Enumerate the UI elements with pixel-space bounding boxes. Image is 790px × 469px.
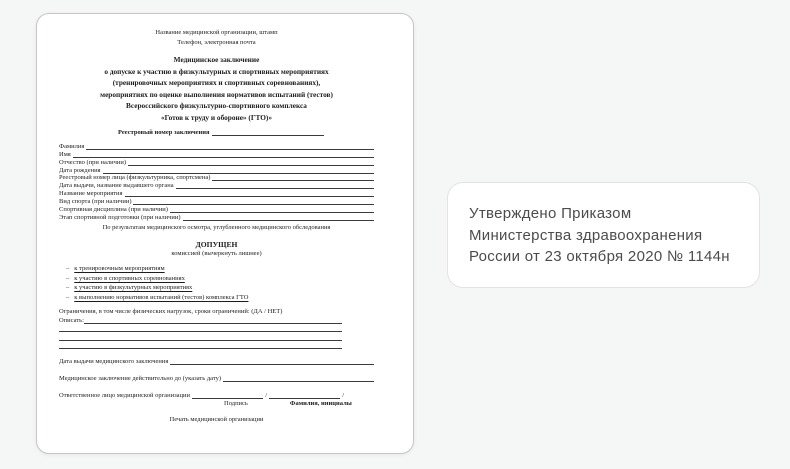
medical-conclusion-form bbox=[36, 13, 414, 454]
field-blank bbox=[125, 191, 375, 197]
field-blank bbox=[103, 168, 374, 174]
field-label-firstname: Имя bbox=[59, 150, 71, 158]
field-blank bbox=[86, 144, 374, 150]
org-contact-line: Телефон, электронная почта bbox=[177, 39, 256, 46]
form-title-line: о допуске к участию в физкультурных и спортивных мероприятиях bbox=[104, 66, 329, 76]
field-label-sport-type: Вид спорта (при наличии) bbox=[59, 198, 132, 206]
list-item bbox=[66, 284, 374, 294]
admitted-option-training: к тренировочным мероприятиям bbox=[74, 264, 165, 272]
registry-number-blank bbox=[212, 129, 324, 136]
admitted-option-gto-tests: к выполнению нормативов испытаний (тестов) комплекса ГТО bbox=[74, 293, 249, 301]
form-field-row bbox=[59, 197, 374, 205]
dash-marker: – bbox=[66, 284, 70, 292]
admitted-option-competitions: к участию в спортивных соревнованиях bbox=[74, 274, 185, 282]
field-label-athlete-registry-number: Реестровый номер лица (физкультурника, спортсмена) bbox=[59, 174, 211, 182]
list-item bbox=[66, 265, 374, 275]
admitted-subheading: комиссией (вычеркнуть лишнее) bbox=[171, 249, 262, 257]
describe-label: Описать: bbox=[59, 317, 84, 325]
issue-date-label: Дата выдачи медицинского заключения bbox=[59, 357, 169, 365]
field-label-issuing-authority: Дата выдачи, название выдавшего органа bbox=[59, 182, 174, 190]
list-item bbox=[66, 294, 374, 304]
dash-marker: – bbox=[66, 274, 70, 282]
field-label-training-stage: Этап спортивной подготовки (при наличии) bbox=[59, 213, 181, 221]
field-blank bbox=[128, 160, 374, 166]
registry-number-label: Реестровый номер заключения bbox=[118, 129, 210, 136]
approval-note-line: Утверждено Приказом bbox=[469, 205, 632, 222]
form-title-line: (тренировочных мероприятиях и спортивных соревнованиях), bbox=[112, 78, 321, 87]
restrictions-label: Ограничения, в том числе физических нагрузок, сроки ограничений: (ДА / НЕТ) bbox=[59, 308, 283, 316]
form-field-row bbox=[59, 150, 374, 158]
describe-blank-line bbox=[59, 324, 342, 332]
field-label-surname: Фамилия bbox=[59, 142, 85, 150]
signature-blank bbox=[192, 393, 263, 399]
valid-until-blank bbox=[223, 376, 374, 382]
field-blank bbox=[170, 207, 374, 213]
form-field-row bbox=[59, 142, 374, 150]
field-label-patronymic: Отчество (при наличии) bbox=[59, 158, 127, 166]
describe-blank bbox=[84, 318, 342, 324]
field-label-birthdate: Дата рождения bbox=[59, 166, 101, 174]
personal-fields bbox=[59, 142, 374, 221]
field-blank bbox=[212, 175, 374, 181]
describe-blank-line bbox=[59, 341, 342, 349]
valid-until-label: Медицинское заключение действительно до (указать дату) bbox=[59, 374, 222, 382]
dash-marker: – bbox=[66, 293, 70, 301]
form-field-row bbox=[59, 213, 374, 221]
approval-note-line: Министерства здравоохранения bbox=[469, 226, 703, 244]
list-item bbox=[66, 275, 374, 285]
approval-note-card bbox=[447, 182, 760, 288]
initials-blank bbox=[269, 393, 340, 399]
responsible-person-row bbox=[59, 390, 346, 399]
dash-marker: – bbox=[66, 264, 70, 272]
exam-results-note: По результатам медицинского осмотра, углубленного медицинского обследования bbox=[102, 223, 331, 231]
admitted-option-physical-events: к участию в физкультурных мероприятиях bbox=[74, 284, 193, 292]
registry-number-row bbox=[118, 129, 374, 136]
initials-caption: Фамилия, инициалы bbox=[289, 399, 352, 407]
describe-blank-line bbox=[59, 332, 342, 340]
form-title-line: Медицинское заключение bbox=[173, 55, 260, 64]
field-blank bbox=[176, 183, 374, 189]
stamp-caption: Печать медицинской организации bbox=[169, 415, 264, 423]
field-label-sport-discipline: Спортивная дисциплина (при наличии) bbox=[59, 206, 168, 214]
admitted-options-list bbox=[66, 265, 374, 303]
responsible-person-label: Ответственное лицо медицинской организации bbox=[59, 391, 190, 399]
field-blank bbox=[183, 215, 375, 221]
form-field-row bbox=[59, 205, 374, 213]
field-label-event-name: Название мероприятия bbox=[59, 190, 123, 198]
org-name-line: Название медицинской организации, штамп bbox=[155, 29, 278, 36]
form-title bbox=[59, 54, 374, 123]
approval-note-line: России от 23 октября 2020 № 1144н bbox=[469, 248, 730, 265]
form-field-row bbox=[59, 181, 374, 189]
responsible-captions bbox=[59, 400, 374, 407]
issue-date-blank bbox=[170, 359, 374, 365]
form-field-row bbox=[59, 189, 374, 197]
form-title-line: мероприятиях по оценке выполнения нормативов испытаний (тестов) bbox=[100, 89, 333, 99]
form-field-row bbox=[59, 174, 374, 182]
form-title-line: «Готов к труду и обороне» (ГТО)» bbox=[160, 112, 273, 122]
field-blank bbox=[73, 152, 374, 158]
field-blank bbox=[133, 199, 374, 205]
form-field-row bbox=[59, 166, 374, 174]
issue-date-row bbox=[59, 356, 374, 365]
signature-caption: Подпись bbox=[224, 399, 248, 407]
slash-separator: / bbox=[265, 391, 267, 399]
admitted-heading: ДОПУЩЕН bbox=[195, 239, 238, 249]
describe-row bbox=[59, 315, 374, 324]
form-title-line: Всероссийского физкультурно-спортивного комплекса bbox=[126, 101, 307, 110]
valid-until-row bbox=[59, 373, 374, 382]
slash-separator: / bbox=[342, 391, 345, 399]
org-header bbox=[59, 28, 374, 48]
form-field-row bbox=[59, 158, 374, 166]
